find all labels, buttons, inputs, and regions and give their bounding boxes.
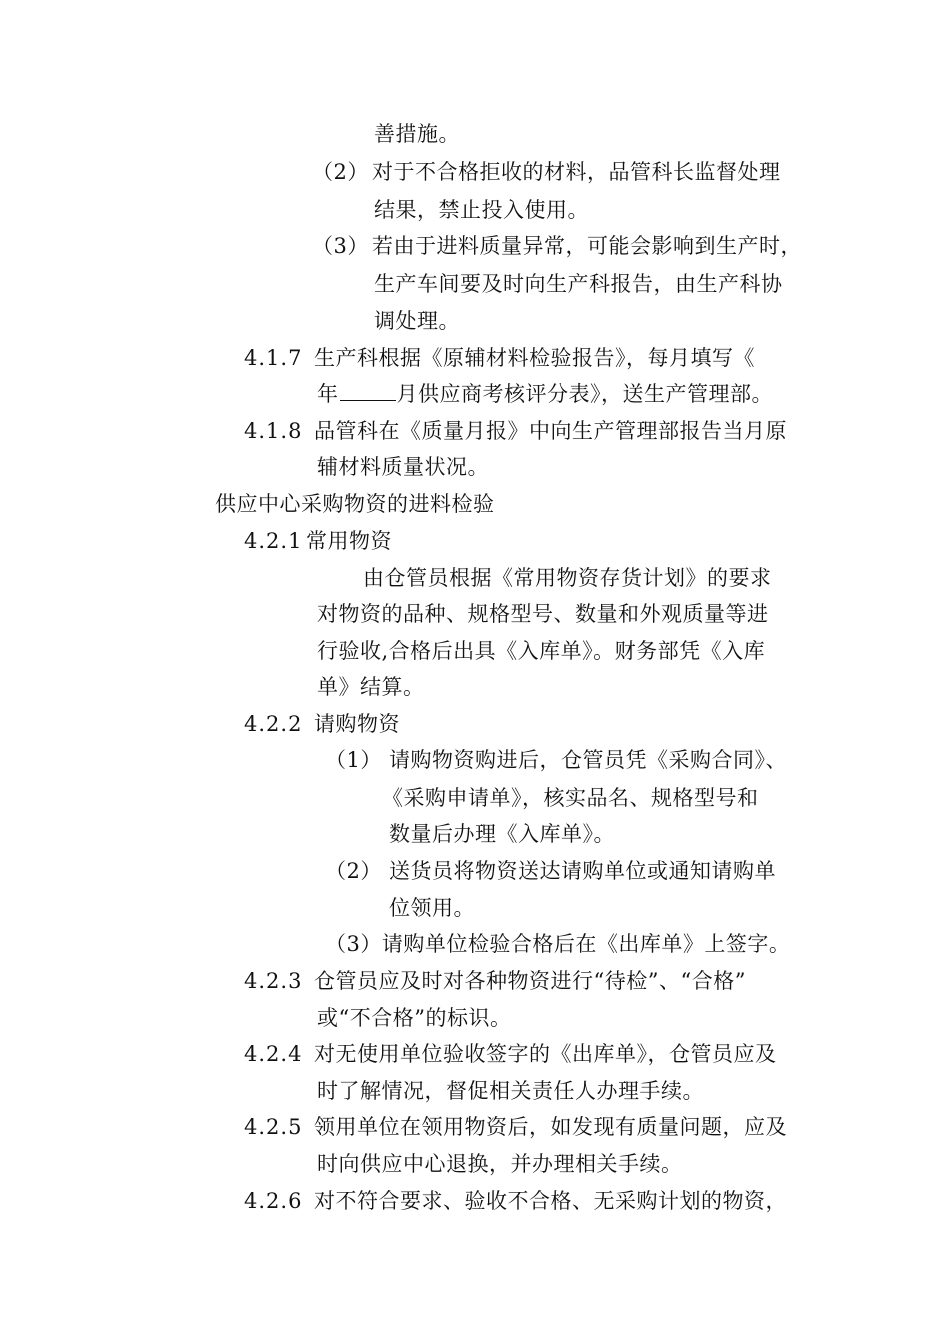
text-line: 或“不合格”的标识。 xyxy=(317,1006,512,1030)
text-line: 时了解情况，督促相关责任人办理手续。 xyxy=(317,1079,704,1103)
text-line: 由仓管员根据《常用物资存货计划》的要求 xyxy=(363,566,772,590)
text-line: 生产科根据《原辅材料检验报告》，每月填写《 xyxy=(314,346,755,370)
text-line: 对物资的品种、规格型号、数量和外观质量等进 xyxy=(317,602,769,626)
text-line: 善措施。 xyxy=(374,122,460,146)
item-number: （3） xyxy=(312,234,369,258)
section-number: 4.2.4 xyxy=(244,1042,303,1066)
section-number: 4.1.8 xyxy=(244,419,303,443)
item-number: （2） xyxy=(325,859,382,883)
section-number: 4.2.6 xyxy=(244,1189,303,1213)
text-line: 《采购申请单》，核实品名、规格型号和 xyxy=(382,786,759,810)
text-line: 对不符合要求、验收不合格、无采购计划的物资， xyxy=(314,1189,787,1213)
text-line: 若由于进料质量异常，可能会影响到生产时， xyxy=(372,234,802,258)
text-line: （3）请购单位检验合格后在《出库单》上签字。 xyxy=(325,932,791,956)
text-line: 对无使用单位验收签字的《出库单》，仓管员应及 xyxy=(314,1042,777,1066)
text-line: 行验收,合格后出具《入库单》。财务部凭《入库 xyxy=(317,639,766,663)
text-line xyxy=(317,380,773,408)
section-number: 4.1.7 xyxy=(244,346,303,370)
text-line: 单》结算。 xyxy=(317,675,425,699)
text-line: 常用物资 xyxy=(306,529,392,553)
item-number: （2） xyxy=(312,160,369,184)
text-line: 领用单位在领用物资后，如发现有质量问题，应及 xyxy=(314,1115,787,1139)
fill-in-blank xyxy=(340,382,396,401)
text-line: 请购物资 xyxy=(314,712,400,736)
text-line: 对于不合格拒收的材料，品管科长监督处理 xyxy=(372,160,781,184)
text-fragment: 年 xyxy=(317,382,339,406)
text-line: 时向供应中心退换，并办理相关手续。 xyxy=(317,1152,683,1176)
text-fragment: 月供应商考核评分表》，送生产管理部。 xyxy=(396,382,773,406)
section-number: 4.2.5 xyxy=(244,1115,303,1139)
text-line: 请购物资购进后，仓管员凭《采购合同》、 xyxy=(389,748,787,772)
text-line: 辅材料质量状况。 xyxy=(317,455,489,479)
section-heading: 供应中心采购物资的进料检验 xyxy=(215,492,495,516)
text-line: 调处理。 xyxy=(374,309,460,333)
text-line: 生产车间要及时向生产科报告，由生产科协 xyxy=(374,272,783,296)
section-number: 4.2.2 xyxy=(244,712,303,736)
text-line: 品管科在《质量月报》中向生产管理部报告当月原 xyxy=(314,419,787,443)
section-number: 4.2.1 xyxy=(244,529,303,553)
text-line: 仓管员应及时对各种物资进行“待检”、“合格” xyxy=(314,969,746,993)
item-number: （1） xyxy=(325,748,382,772)
text-line: 位领用。 xyxy=(389,896,475,920)
text-line: 结果，禁止投入使用。 xyxy=(374,198,589,222)
section-number: 4.2.3 xyxy=(244,969,303,993)
text-line: 数量后办理《入库单》。 xyxy=(389,822,615,846)
text-line: 送货员将物资送达请购单位或通知请购单 xyxy=(389,859,776,883)
